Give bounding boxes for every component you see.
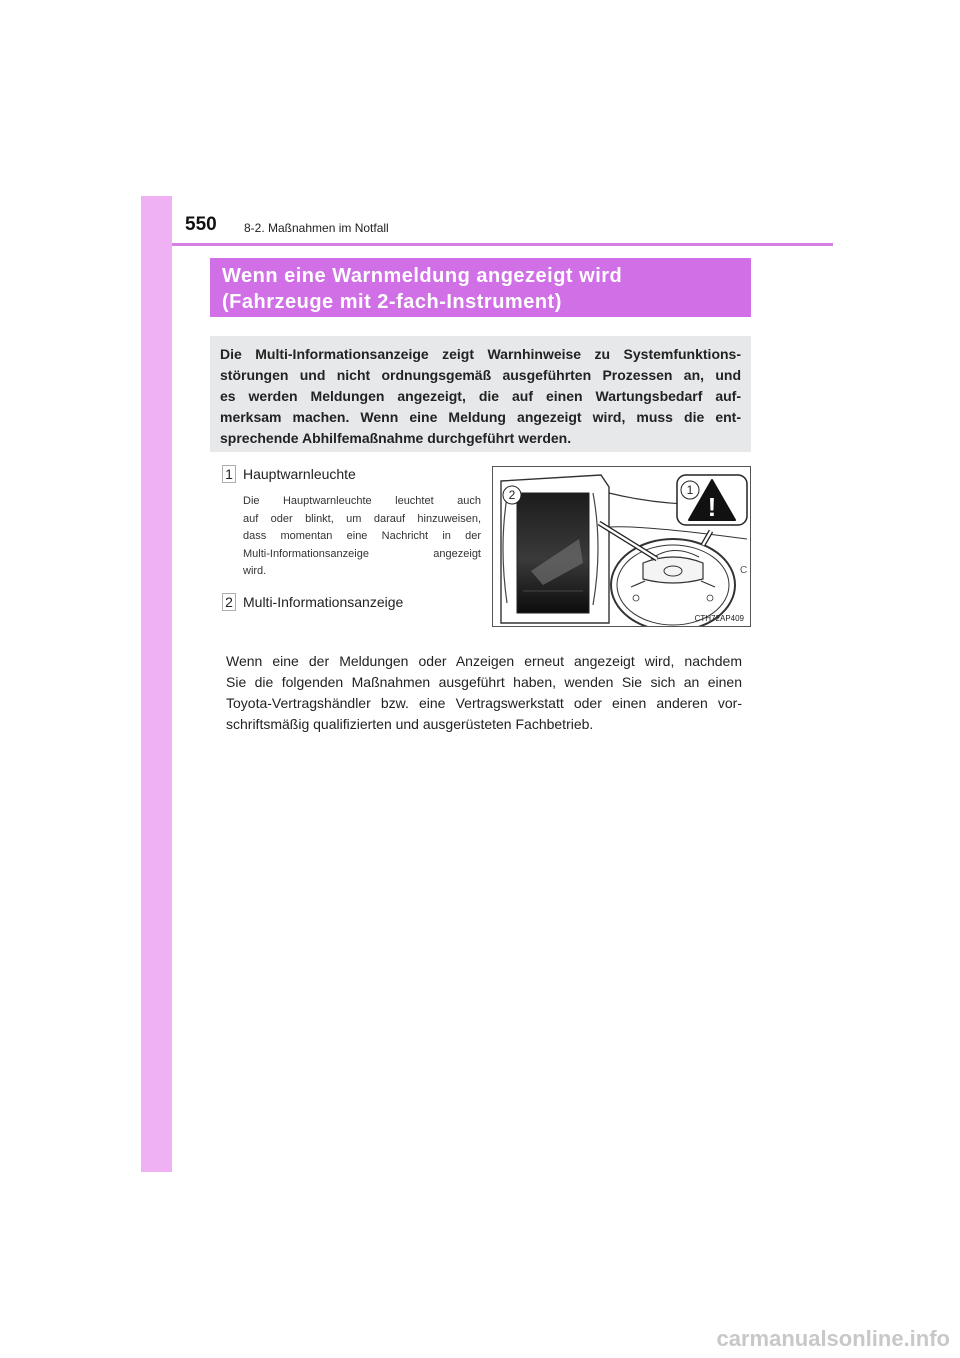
description-line: Multi-Informationsanzeige angezeigt <box>243 547 481 560</box>
paragraph-line: Toyota-Vertragshändler bzw. eine Vertragswerkstatt oder einen anderen vor- <box>226 695 742 711</box>
section-heading: 8-2. Maßnahmen im Notfall <box>244 221 389 235</box>
item-label-multi-info: Multi-Informationsanzeige <box>243 594 404 610</box>
number-2-icon <box>222 593 236 611</box>
svg-text:C: C <box>740 565 748 576</box>
instrument-drawing <box>493 467 751 627</box>
number-1-icon <box>222 465 236 483</box>
intro-line: störungen und nicht ordnungsgemäß ausgeführten Prozessen an, und <box>220 367 741 383</box>
description-line: Die Hauptwarnleuchte leuchtet auch <box>243 495 481 507</box>
body-paragraph <box>226 651 742 735</box>
description-line: auf oder blinkt, um darauf hinzuweisen, <box>243 512 481 525</box>
paragraph-line: Sie die folgenden Maßnahmen ausgeführt haben, wenden Sie sich an einen <box>226 674 742 690</box>
paragraph-line: Wenn eine der Meldungen oder Anzeigen erneut angezeigt wird, nachdem <box>226 653 742 669</box>
intro-line: merksam machen. Wenn eine Meldung angezeigt wird, muss die ent- <box>220 409 741 425</box>
intro-line: es werden Meldungen angezeigt, die auf einen Wartungsbedarf auf- <box>220 388 741 404</box>
description-line: wird. <box>243 565 267 577</box>
intro-box <box>210 336 751 452</box>
item-label-hauptwarnleuchte: Hauptwarnleuchte <box>243 466 356 482</box>
callout-2-label: 2 <box>508 488 516 502</box>
header-rule <box>172 243 833 246</box>
item-description <box>243 493 481 581</box>
callout-1-label: 1 <box>686 483 694 497</box>
intro-line: Die Multi-Informationsanzeige zeigt Warnhinweise zu Systemfunktions- <box>220 346 741 362</box>
intro-line: sprechende Abhilfemaßnahme durchgeführt werden. <box>220 430 572 446</box>
title-line-1: Wenn eine Warnmeldung angezeigt wird <box>222 265 623 287</box>
page-number: 550 <box>185 214 217 235</box>
svg-text:!: ! <box>707 492 717 522</box>
watermark: carmanualsonline.info <box>716 1326 950 1351</box>
instrument-illustration <box>492 466 751 627</box>
description-line: dass momentan eine Nachricht in der <box>243 530 481 542</box>
svg-text:2: 2 <box>225 594 233 610</box>
figure-code: CTH72AP409 <box>694 614 744 623</box>
svg-text:1: 1 <box>225 466 233 482</box>
side-tab-bar <box>141 196 172 1172</box>
title-banner <box>210 258 751 317</box>
title-line-2: (Fahrzeuge mit 2-fach-Instrument) <box>222 291 562 313</box>
paragraph-line: schriftsmäßig qualifizierten und ausgerüsteten Fachbetrieb. <box>226 716 594 732</box>
